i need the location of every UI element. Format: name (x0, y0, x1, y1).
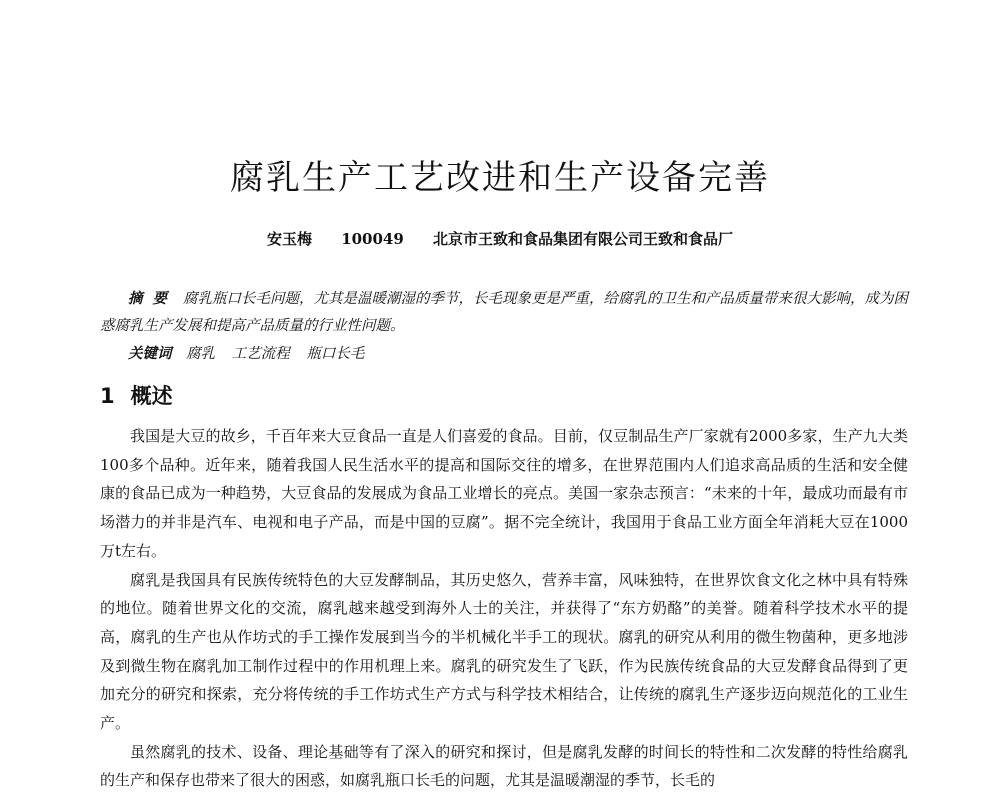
paper-title: 腐乳生产工艺改进和生产设备完善 (230, 158, 770, 198)
author-postcode: 100049 (341, 230, 404, 248)
abstract-text: 腐乳瓶口长毛问题，尤其是温暖潮湿的季节，长毛现象更是严重，给腐乳的卫生和产品质量带来很大影响，成为困惑腐乳生产发展和提高产品质量的行业性问题。 (100, 291, 908, 334)
author-line (0, 228, 1000, 249)
keyword-item: 工艺流程 (231, 346, 290, 362)
abstract-label: 摘要 (128, 290, 177, 307)
author-name: 安玉梅 (266, 230, 312, 248)
paragraph: 我国是大豆的故乡，千百年来大豆食品一直是人们喜爱的食品。目前，仅豆制品生产厂家就有2000多家，生产九大类100多个品种。近年来，随着我国人民生活水平的提高和国际交往的增多，在世界范围内人们追求高品质的生活和安全健康的食品已成为一种趋势，大豆食品的发展成为食品工业增长的亮点。美国一家杂志预言：“未来的十年，最成功而最有市场潜力的并非是汽车、电视和电子产品，而是中国的豆腐”。据不完全统计，我国用于食品工业方面全年消耗大豆在1000万t左右。 (100, 427, 908, 560)
keywords (128, 340, 908, 368)
paragraph: 虽然腐乳的技术、设备、理论基础等有了深入的研究和探讨，但是腐乳发酵的时间长的特性和二次发酵的特性给腐乳的生产和保存也带来了很大的困惑，如腐乳瓶口长毛的问题，尤其是温暖潮湿的季节，长毛的 (100, 742, 908, 790)
author-affiliation: 北京市王致和食品集团有限公司王致和食品厂 (433, 230, 734, 248)
abstract (100, 285, 908, 340)
section-number: 1 (100, 384, 115, 408)
section-heading (100, 380, 173, 410)
keyword-item: 腐乳 (186, 346, 216, 362)
section-title: 概述 (130, 384, 173, 408)
body-text (100, 422, 908, 795)
paragraph: 腐乳是我国具有民族传统特色的大豆发酵制品，其历史悠久，营养丰富，风味独特，在世界饮食文化之林中具有特殊的地位。随着世界文化的交流，腐乳越来越受到海外人士的关注，并获得了“东方奶酪”的美誉。随着科学技术水平的提高，腐乳的生产也从作坊式的手工操作发展到当今的半机械化半手工的现状。腐乳的研究从利用的微生物菌种，更多地涉及到微生物在腐乳加工制作过程中的作用机理上来。腐乳的研究发生了飞跃，作为民族传统食品的大豆发酵食品得到了更加充分的研究和探索，充分将传统的手工作坊式生产方式与科学技术相结合，让传统的腐乳生产逐步迈向规范化的工业生产。 (100, 570, 908, 733)
keyword-item: 瓶口长毛 (306, 346, 365, 362)
keywords-label: 关键词 (128, 345, 172, 362)
